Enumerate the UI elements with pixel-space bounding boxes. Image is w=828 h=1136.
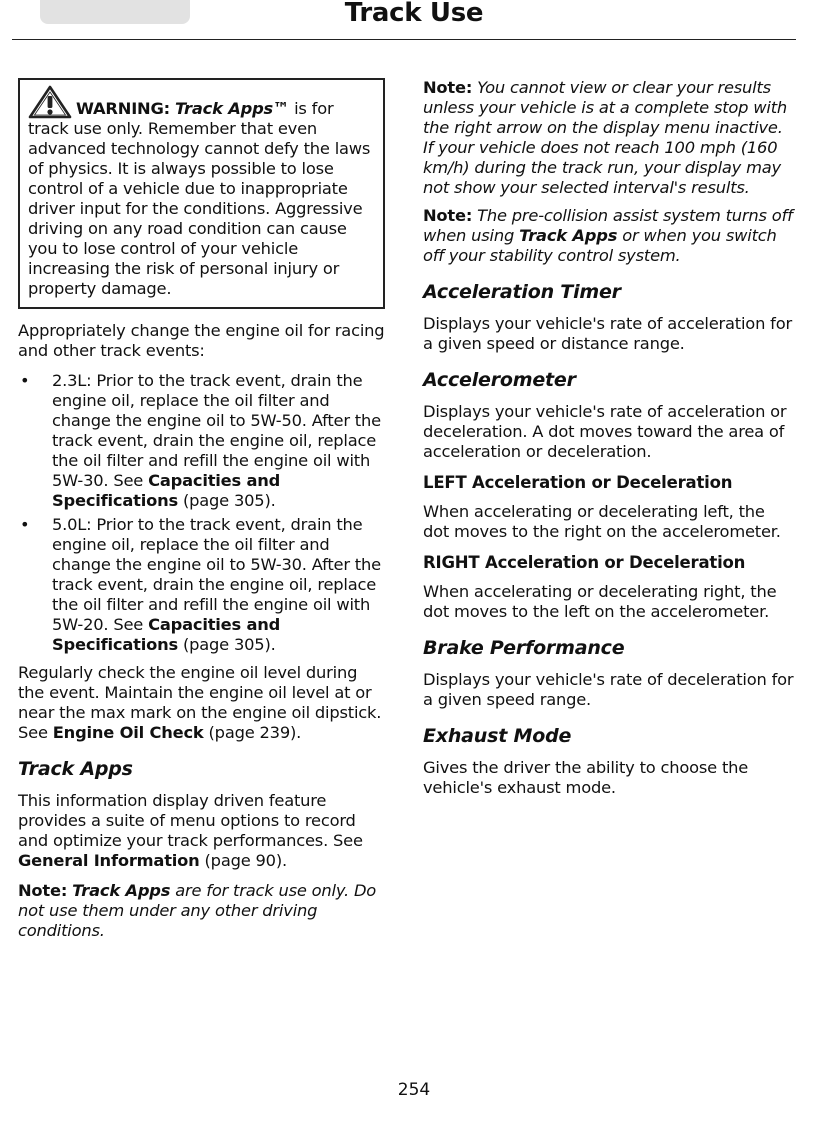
warning-box [18, 78, 385, 309]
page-ref: (page 239). [208, 723, 302, 742]
bullet-text: 2.3L: Prior to the track event, drain the engine oil, replace the oil filter and change the engine oil to 5W-50. After the track event, drain the engine oil, replace the oil filter and refill the engine oil with 5W-30. See [52, 371, 381, 490]
bullet-marker: • [20, 371, 30, 390]
warning-text: is for track use only. Remember that even advanced technology cannot defy the laws of physics. It is always possible to lose control of a vehicle due to inappropriate driver input for the conditions. Aggressive driving on any road condition can cause you to lose control of your vehicle increasing the risk of personal injury or property damage. [28, 99, 371, 298]
capacities-link[interactable]: Capacities and Specifications [52, 615, 281, 654]
page-ref: (page 305). [182, 635, 276, 654]
accelerometer-text: Displays your vehicle's rate of acceleration or deceleration. A dot moves toward the area of acceleration or deceleration. [423, 402, 787, 461]
track-apps-note [18, 881, 385, 941]
right-column [423, 78, 795, 808]
warning-triangle-icon [28, 85, 72, 119]
track-apps-text: This information display driven feature provides a suite of menu options to record and optimize your track performances. See [18, 791, 363, 850]
exhaust-mode-text: Gives the driver the ability to choose the vehicle's exhaust mode. [423, 758, 749, 797]
brake-performance-text: Displays your vehicle's rate of deceleration for a given speed range. [423, 670, 794, 709]
list-item [18, 515, 385, 655]
right-accel-text: When accelerating or decelerating right, the dot moves to the left on the accelerometer. [423, 582, 777, 621]
oil-intro: Appropriately change the engine oil for racing and other track events: [18, 321, 385, 360]
acceleration-timer-heading: Acceleration Timer [423, 281, 621, 303]
note-text: are for track use only. Do not use them under any other driving conditions. [18, 881, 377, 940]
warning-paragraph [28, 85, 375, 299]
page-title: Track Use [344, 0, 484, 28]
right-accel-heading: RIGHT Acceleration or Deceleration [423, 553, 746, 572]
note-label: Note: [18, 881, 68, 900]
page-ref: (page 305). [182, 491, 276, 510]
page-number: 254 [397, 1080, 431, 1100]
oil-check-paragraph [18, 663, 385, 743]
acceleration-timer-text: Displays your vehicle's rate of acceleration for a given speed or distance range. [423, 314, 792, 353]
brake-performance-heading: Brake Performance [423, 637, 625, 659]
note-label: Note: [423, 78, 473, 97]
exhaust-mode-heading: Exhaust Mode [423, 725, 572, 747]
note-bold: Track Apps [519, 226, 618, 245]
note-text: You cannot view or clear your results unless your vehicle is at a complete stop with the right arrow on the display menu inactive. If your vehicle does not reach 100 mph (160 km/h) during the track run, your display may not show your selected interval's results. [423, 78, 788, 197]
oil-bullet-list [18, 371, 385, 655]
track-apps-paragraph [18, 791, 385, 871]
list-item [18, 371, 385, 511]
oil-check-text: Regularly check the engine oil level during the event. Maintain the engine oil level at or near the max mark on the engine oil dipstick. See [18, 663, 382, 742]
note-text: The pre-collision assist system turns off when using [423, 206, 793, 245]
bullet-marker: • [20, 515, 30, 534]
engine-oil-check-link[interactable]: Engine Oil Check [52, 723, 204, 742]
note-bold: Track Apps [72, 881, 171, 900]
note-label: Note: [423, 206, 473, 225]
pre-collision-note [423, 206, 795, 266]
left-column [18, 78, 385, 951]
results-note [423, 78, 795, 198]
left-accel-text: When accelerating or decelerating left, the dot moves to the right on the accelerometer. [423, 502, 781, 541]
accelerometer-heading: Accelerometer [423, 369, 576, 391]
note-text: or when you switch off your stability control system. [423, 226, 777, 265]
track-apps-heading: Track Apps [18, 758, 133, 780]
general-information-link[interactable]: General Information [18, 851, 200, 870]
warning-label: WARNING: [76, 99, 170, 118]
left-accel-heading: LEFT Acceleration or Deceleration [423, 473, 733, 492]
header-divider [12, 39, 796, 40]
page-ref: (page 90). [204, 851, 287, 870]
warning-product: Track Apps™ [174, 99, 290, 118]
capacities-link[interactable]: Capacities and Specifications [52, 471, 281, 510]
bullet-text: 5.0L: Prior to the track event, drain the engine oil, replace the oil filter and change the engine oil to 5W-30. After the track event, drain the engine oil, replace the oil filter and refill the engine oil with 5W-20. See [52, 515, 381, 634]
